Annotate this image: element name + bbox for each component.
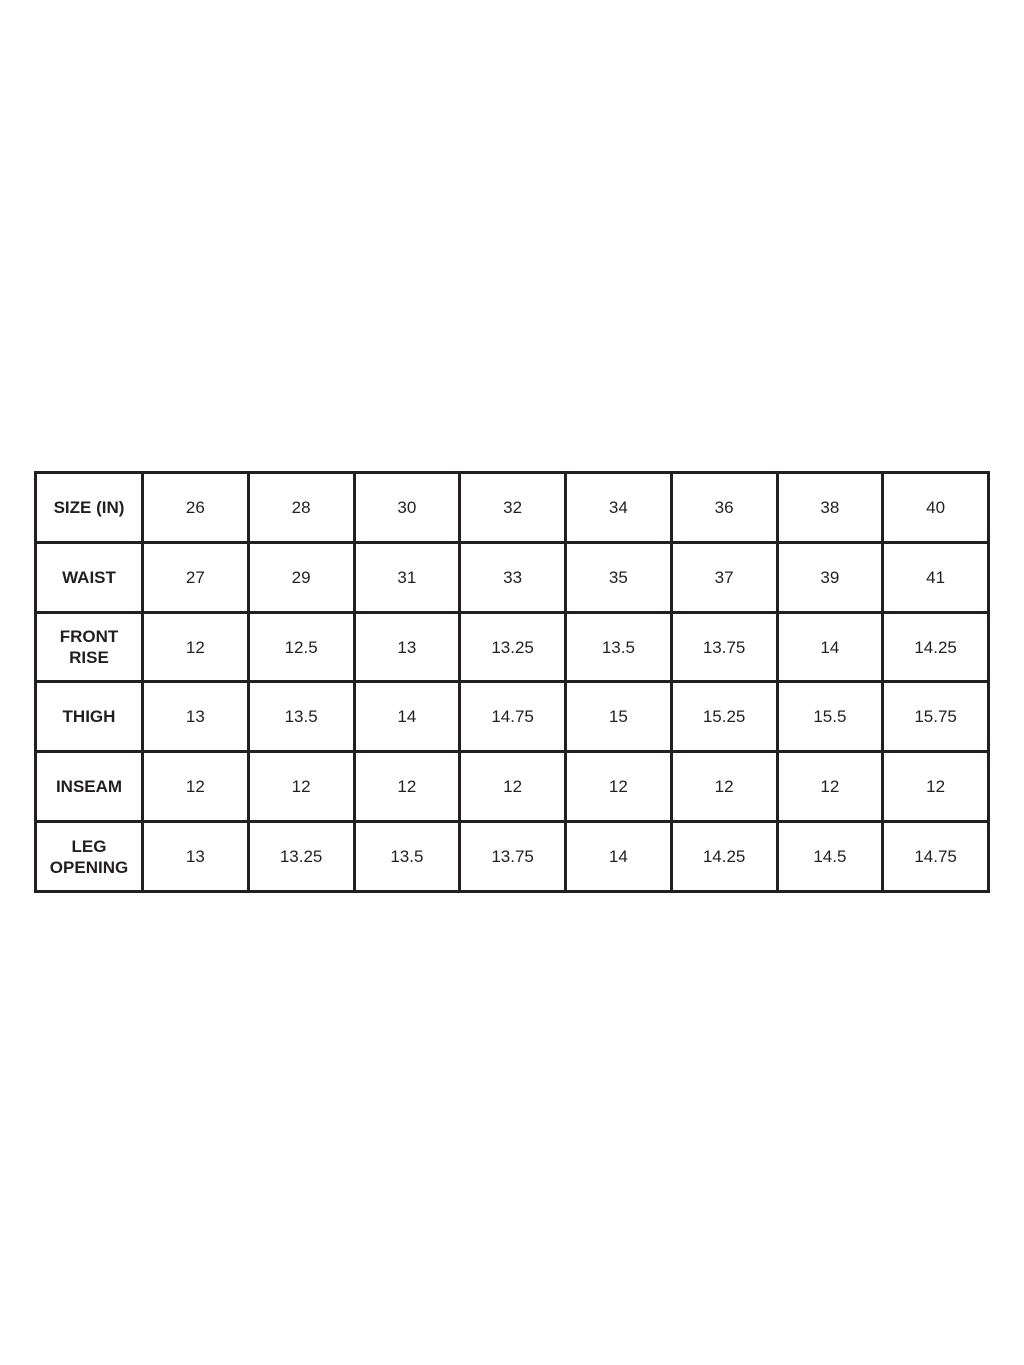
table-cell: 12	[883, 752, 989, 822]
table-row	[36, 822, 989, 892]
table-cell: 14	[354, 682, 460, 752]
table-cell: 38	[777, 473, 883, 543]
table-cell: 13.75	[460, 822, 566, 892]
table-cell: 13.25	[248, 822, 354, 892]
table-cell: 41	[883, 542, 989, 612]
table-row	[36, 682, 989, 752]
table-cell: 36	[671, 473, 777, 543]
table-row	[36, 612, 989, 682]
row-label-front-rise: FRONT RISE	[36, 612, 143, 682]
row-label-thigh: THIGH	[36, 682, 143, 752]
table-row	[36, 542, 989, 612]
table-cell: 32	[460, 473, 566, 543]
row-label-size: SIZE (IN)	[36, 473, 143, 543]
table-cell: 13	[143, 822, 249, 892]
row-label-waist: WAIST	[36, 542, 143, 612]
table-row	[36, 473, 989, 543]
table-cell: 14.75	[460, 682, 566, 752]
table-cell: 31	[354, 542, 460, 612]
table-cell: 12	[566, 752, 672, 822]
table-cell: 12	[777, 752, 883, 822]
table-cell: 40	[883, 473, 989, 543]
table-cell: 13.25	[460, 612, 566, 682]
table-cell: 27	[143, 542, 249, 612]
table-cell: 15	[566, 682, 672, 752]
table-cell: 39	[777, 542, 883, 612]
table-cell: 12	[248, 752, 354, 822]
table-cell: 33	[460, 542, 566, 612]
table-row	[36, 752, 989, 822]
table-cell: 12	[460, 752, 566, 822]
table-cell: 13.5	[566, 612, 672, 682]
table-cell: 28	[248, 473, 354, 543]
table-cell: 35	[566, 542, 672, 612]
table-cell: 14	[777, 612, 883, 682]
table-cell: 13	[143, 682, 249, 752]
table-cell: 15.5	[777, 682, 883, 752]
table-cell: 12	[671, 752, 777, 822]
table-cell: 15.25	[671, 682, 777, 752]
table-cell: 14	[566, 822, 672, 892]
table-cell: 14.25	[671, 822, 777, 892]
table-cell: 37	[671, 542, 777, 612]
size-chart-body	[36, 473, 989, 892]
table-cell: 12.5	[248, 612, 354, 682]
table-cell: 14.25	[883, 612, 989, 682]
table-cell: 34	[566, 473, 672, 543]
table-cell: 26	[143, 473, 249, 543]
row-label-leg-opening: LEG OPENING	[36, 822, 143, 892]
table-cell: 13.5	[354, 822, 460, 892]
table-cell: 29	[248, 542, 354, 612]
table-cell: 13.5	[248, 682, 354, 752]
size-chart-table	[34, 471, 990, 893]
table-cell: 12	[143, 612, 249, 682]
table-cell: 12	[354, 752, 460, 822]
table-cell: 13	[354, 612, 460, 682]
table-cell: 15.75	[883, 682, 989, 752]
table-cell: 13.75	[671, 612, 777, 682]
table-cell: 30	[354, 473, 460, 543]
table-cell: 12	[143, 752, 249, 822]
table-cell: 14.5	[777, 822, 883, 892]
row-label-inseam: INSEAM	[36, 752, 143, 822]
table-cell: 14.75	[883, 822, 989, 892]
